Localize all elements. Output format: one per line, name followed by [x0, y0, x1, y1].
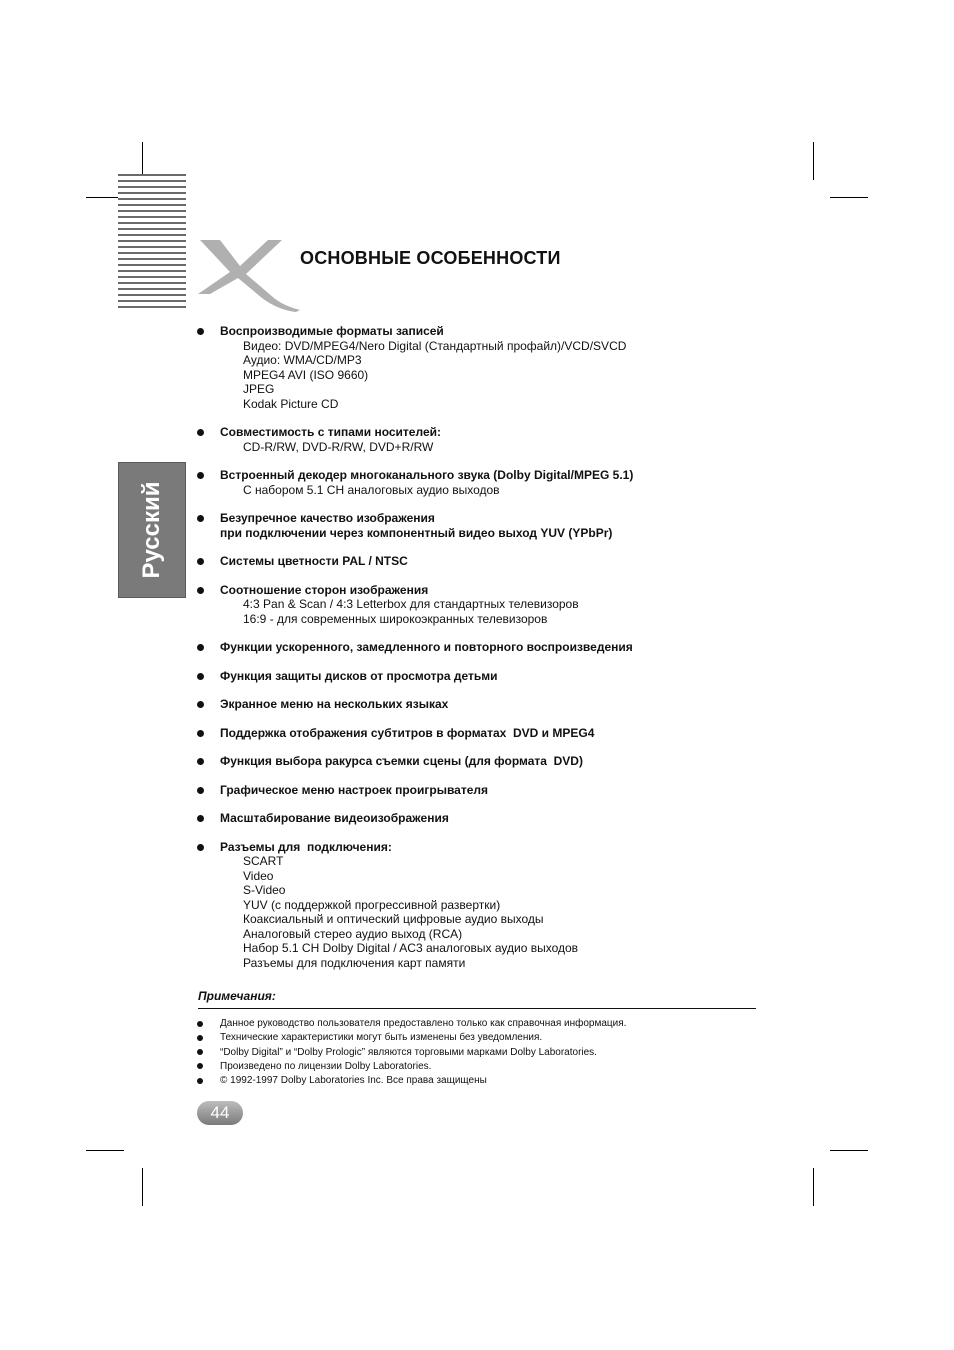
note-text: Произведено по лицензии Dolby Laboratories.: [220, 1060, 432, 1072]
bullet-icon: [197, 815, 204, 822]
feature-title: Экранное меню на нескольких языках: [220, 697, 449, 711]
feature-title: Поддержка отображения субтитров в форматах DVD и MPEG4: [220, 725, 595, 740]
bullet-icon: [197, 1049, 203, 1055]
feature-detail: S-Video: [243, 883, 286, 897]
feature-detail: YUV (с поддержкой прогрессивной развертки): [243, 897, 501, 912]
feature-title: Соотношение сторон изображения: [220, 582, 429, 597]
feature-list: [197, 324, 757, 984]
note-text: © 1992-1997 Dolby Laboratories Inc. Все права защищены: [220, 1075, 487, 1087]
feature-detail: CD-R/RW, DVD-R/RW, DVD+R/RW: [243, 439, 434, 454]
page-title: ОСНОВНЫЕ ОСОБЕННОСТИ: [300, 248, 561, 268]
feature-item: [197, 511, 757, 540]
feature-title: Функции ускоренного, замедленного и повторного воспроизведения: [220, 640, 633, 654]
feature-item: [197, 324, 757, 411]
feature-detail: 16:9 - для современных широкоэкранных телевизоров: [243, 611, 548, 626]
notes-title: Примечания:: [198, 989, 276, 1003]
note-text: “Dolby Digital” и “Dolby Prologic” являются торговыми марками Dolby Laboratories.: [220, 1046, 597, 1058]
feature-title: Графическое меню настроек проигрывателя: [220, 782, 489, 797]
decorative-stripes: [118, 174, 186, 312]
feature-item: [197, 783, 757, 798]
page-number: 44: [197, 1101, 243, 1125]
feature-detail: Kodak Picture CD: [243, 396, 339, 411]
bullet-icon: [197, 1021, 203, 1027]
feature-title: Функция защиты дисков от просмотра детьми: [220, 668, 498, 683]
note-text: Технические характеристики могут быть изменены без уведомления.: [220, 1032, 543, 1044]
language-tab-label: Русский: [138, 481, 165, 579]
feature-title: Встроенный декодер многоканального звука (Dolby Digital/MPEG 5.1): [220, 468, 634, 482]
crop-mark: [830, 1150, 868, 1151]
bullet-icon: [197, 515, 204, 522]
bullet-icon: [197, 1035, 203, 1041]
feature-title: Функция выбора ракурса съемки сцены (для формата DVD): [220, 754, 583, 768]
feature-item: [197, 640, 757, 655]
bullet-icon: [197, 558, 204, 565]
feature-title: Безупречное качество изображения при подключении через компонентный видео выход YUV (YPbPr): [220, 511, 613, 540]
note-item: [197, 1046, 757, 1060]
bullet-icon: [197, 844, 204, 851]
bullet-icon: [197, 1078, 203, 1084]
note-item: [197, 1031, 757, 1045]
feature-item: [197, 425, 757, 454]
feature-detail: MPEG4 AVI (ISO 9660): [243, 367, 369, 382]
bullet-icon: [197, 787, 204, 794]
feature-detail: Аналоговый стерео аудио выход (RCA): [243, 926, 463, 941]
feature-detail: Аудио: WMA/CD/MP3: [243, 353, 362, 367]
feature-title: Системы цветности PAL / NTSC: [220, 554, 408, 568]
crop-mark: [813, 1168, 814, 1206]
feature-detail: Video: [243, 868, 274, 883]
feature-detail: Видео: DVD/MPEG4/Nero Digital (Стандартный профайл)/VCD/SVCD: [243, 338, 627, 353]
feature-detail: Набор 5.1 CH Dolby Digital / AC3 аналоговых аудио выходов: [243, 941, 579, 955]
feature-item: [197, 840, 757, 971]
crop-mark: [830, 197, 868, 198]
feature-detail: Разъемы для подключения карт памяти: [243, 955, 466, 970]
feature-title: Масштабирование видеоизображения: [220, 811, 449, 825]
feature-detail: Коаксиальный и оптический цифровые аудио выходы: [243, 912, 544, 926]
language-tab: [118, 462, 186, 598]
note-item: [197, 1017, 757, 1031]
feature-item: [197, 468, 757, 497]
bullet-icon: [197, 758, 204, 765]
note-text: Данное руководство пользователя предоставлено только как справочная информация.: [220, 1018, 627, 1029]
bullet-icon: [197, 701, 204, 708]
bullet-icon: [197, 328, 204, 335]
bullet-icon: [197, 1063, 203, 1069]
feature-item: [197, 726, 757, 741]
feature-detail: 4:3 Pan & Scan / 4:3 Letterbox для стандартных телевизоров: [243, 597, 579, 611]
note-item: [197, 1074, 757, 1088]
bullet-icon: [197, 730, 204, 737]
feature-detail: SCART: [243, 854, 284, 868]
bullet-icon: [197, 587, 204, 594]
feature-detail: С набором 5.1 CH аналоговых аудио выходов: [243, 482, 500, 497]
bullet-icon: [197, 644, 204, 651]
feature-item: [197, 583, 757, 627]
feature-item: [197, 754, 757, 769]
note-item: [197, 1060, 757, 1074]
notes-divider: [198, 1008, 756, 1009]
bullet-icon: [197, 429, 204, 436]
bullet-icon: [197, 472, 204, 479]
crop-mark: [142, 1168, 143, 1206]
feature-item: [197, 554, 757, 569]
feature-item: [197, 669, 757, 684]
feature-title: Совместимость с типами носителей:: [220, 425, 441, 439]
crop-mark: [813, 142, 814, 180]
bullet-icon: [197, 673, 204, 680]
crop-mark: [86, 1150, 124, 1151]
notes-list: [197, 1017, 757, 1088]
feature-item: [197, 811, 757, 826]
feature-detail: JPEG: [243, 382, 275, 396]
feature-title: Разъемы для подключения:: [220, 839, 392, 854]
feature-item: [197, 697, 757, 712]
x-logo-icon: [196, 236, 300, 314]
feature-title: Воспроизводимые форматы записей: [220, 324, 444, 338]
